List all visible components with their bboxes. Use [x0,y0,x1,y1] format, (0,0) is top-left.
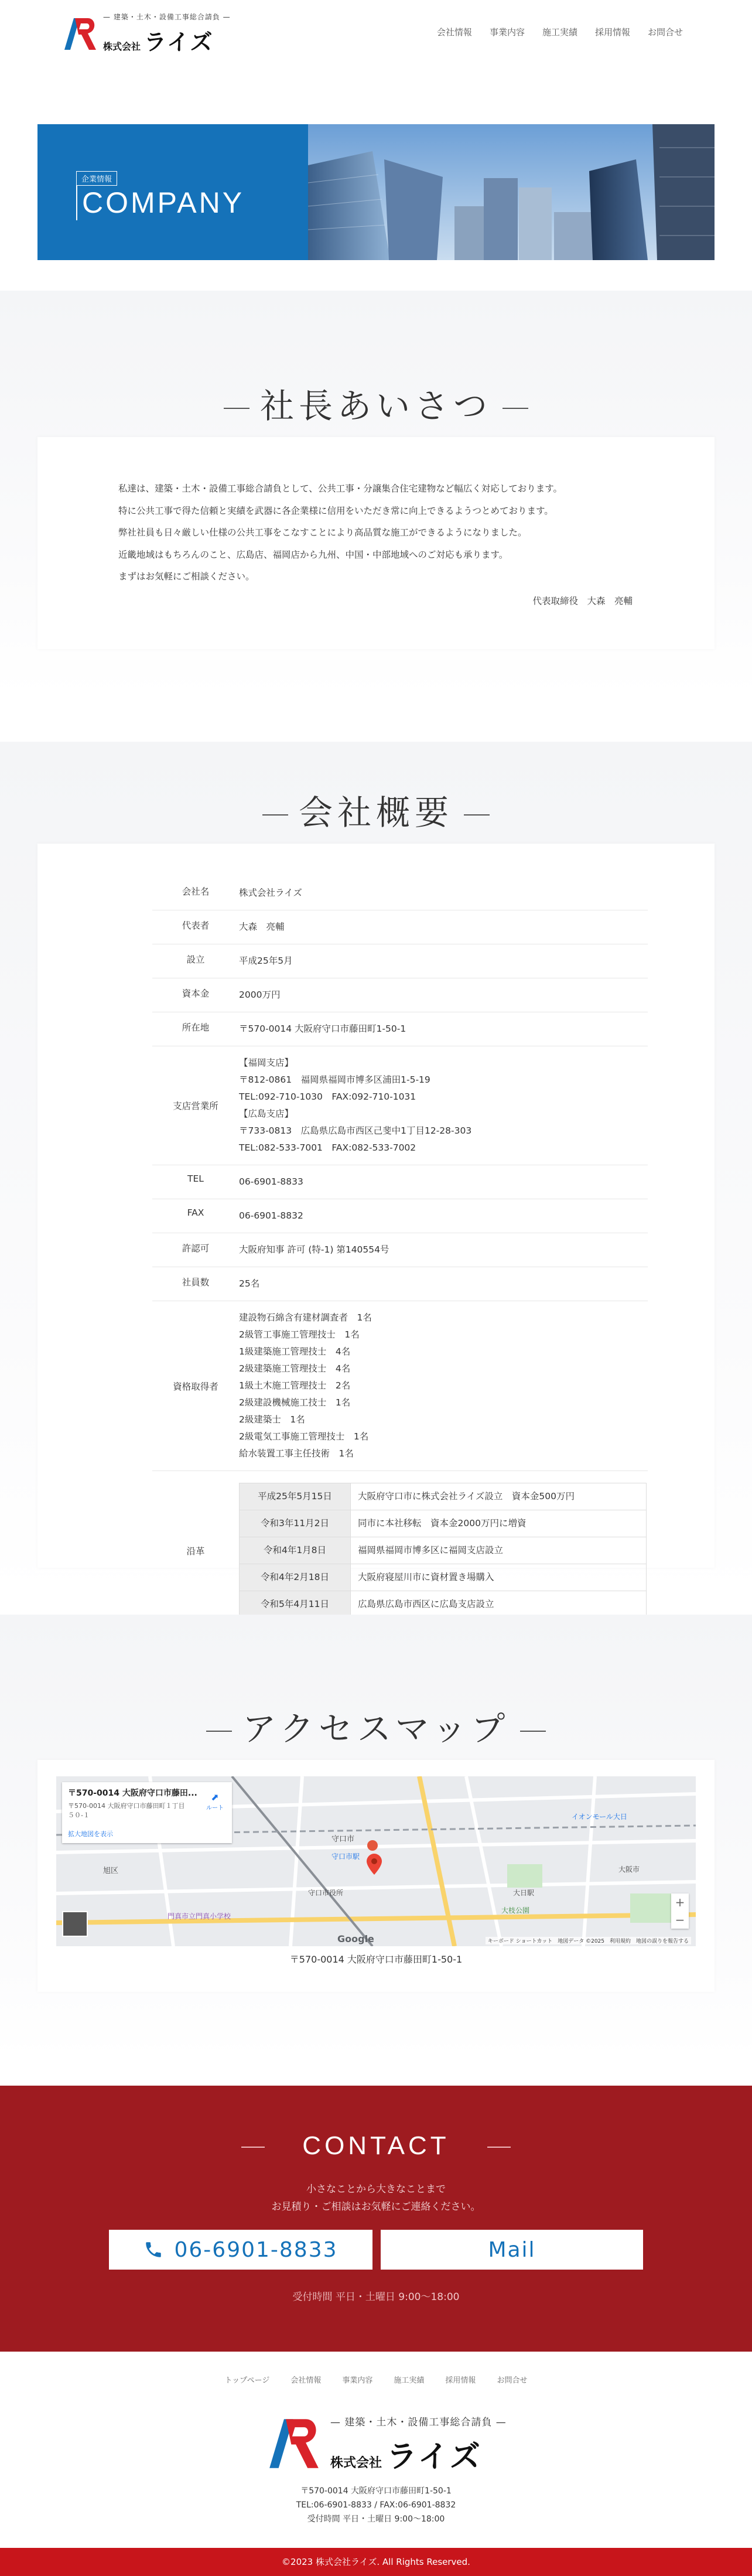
map-card-title: 〒570-0014 大阪府守口市藤田... [68,1789,197,1798]
overview-table [152,876,648,1630]
footer-logo[interactable] [265,2414,507,2476]
nav-contact[interactable]: お問合せ [647,27,683,37]
footer-nav-recruit[interactable]: 採用情報 [445,2376,476,2385]
footer-company-name: ライズ [387,2439,482,2475]
map-label: 大阪市 [618,1865,640,1874]
map-label: 大日駅 [513,1889,535,1897]
map-route-button[interactable]: ⬈ ルート [206,1792,224,1811]
table-row: 資格取得者 建設物石綿含有建材調査者 1名 2級管工事施工管理技士 1名 1級建築施工管理技士 4名 2級建築施工管理技士 4名 1級土木施工管理技士 2名 2級建設機械施工技士 1名 2級建築士 1名 2級電気工事施工管理技士 1名 給水装置工事主任技術 1名 [152,1301,648,1471]
map-google-logo: Google [337,1933,374,1944]
footer-company-prefix: 株式会社 [330,2456,382,2471]
tel-button[interactable] [109,2230,372,2270]
greeting-signature: 代表取締役 大森 亮輔 [532,596,633,606]
copyright-text: ©2023 株式会社ライズ. All Rights Reserved. [282,2557,470,2567]
nav-company[interactable]: 会社情報 [436,27,472,37]
map-card-address: 〒570-0014 大阪府守口市藤田町１丁目５０-１ [68,1802,185,1819]
logo-mark-icon [62,16,98,52]
table-row: 代表者 大森 亮輔 [152,910,648,944]
table-row: 沿革 平成25年5月15日 大阪府守口市に株式会社ライズ設立 資本金500万円 令和3年11月2日 同市に本社移転 資本金2000万円に増資 令和4年1月8日 福岡県福岡市博多区に福岡支店設立 令和4年2月18日 大阪府寝屋川市に資材置き場購入 令和5年4月11日 広島県広島市西区に広島支店設立 [152,1471,648,1630]
map-enlarge-link[interactable]: 拡大地図を表示 [68,1830,113,1838]
history-row: 平成25年5月15日 大阪府守口市に株式会社ライズ設立 資本金500万円 [240,1483,647,1510]
table-row: 資本金 2000万円 [152,978,648,1012]
hero-badge: 企業情報 [76,171,117,186]
map-label: 大枝公園 [501,1906,530,1915]
contact-title: CONTACT [0,2131,752,2161]
footer-nav [0,2374,752,2385]
route-arrow-icon: ⬈ [211,1792,219,1803]
access-card [37,1760,715,1992]
table-row: 所在地 〒570-0014 大阪府守口市藤田町1-50-1 [152,1012,648,1046]
table-row: TEL 06-6901-8833 [152,1165,648,1199]
mail-label: Mail [488,2237,536,2262]
logo-company-name: ライズ [144,29,214,55]
footer-nav-business[interactable]: 事業内容 [342,2376,373,2385]
footer-nav-top[interactable]: トップページ [224,2376,270,2385]
map-label: 門真市立門真小学校 [168,1912,231,1920]
greeting-card [37,437,715,649]
history-row: 令和4年2月18日 大阪府寝屋川市に資材置き場購入 [240,1564,647,1591]
phone-icon [143,2240,163,2260]
zoom-in-icon[interactable]: + [675,1895,685,1909]
greeting-body [37,437,715,588]
footer-logo-mark-icon [265,2415,323,2474]
greeting-line: 近畿地域はもちろんのこと、広島店、福岡店から九州、中国・中部地域へのご対応も承ります。 [118,549,508,560]
nav-recruit[interactable]: 採用情報 [594,27,630,37]
footer-nav-company[interactable]: 会社情報 [290,2376,322,2385]
map-layer-toggle[interactable] [62,1911,88,1937]
map-pin-icon [367,1854,382,1875]
map-label: イオンモール大日 [572,1813,627,1821]
greeting-title: 社長あいさつ [0,378,752,428]
greeting-line: 特に公共工事で得た信頼と実績を武器に各企業様に信用をいただき常に向上できるようつとめております。 [118,505,553,516]
footer-address: 〒570-0014 大阪府守口市藤田町1-50-1 [300,2486,452,2496]
history-row: 令和5年4月11日 広島県広島市西区に広島支店設立 [240,1591,647,1618]
hero-title: COMPANY [76,185,244,220]
map-label: 旭区 [103,1867,119,1875]
history-row: 令和4年1月8日 福岡県福岡市博多区に福岡支店設立 [240,1537,647,1564]
table-row: FAX 06-6901-8832 [152,1199,648,1233]
history-row: 令和3年11月2日 同市に本社移転 資本金2000万円に増資 [240,1510,647,1537]
table-row: 設立 平成25年5月 [152,944,648,978]
tel-number: 06-6901-8833 [174,2237,338,2262]
contact-subtitle: 小さなことから大きなことまで お見積り・ご相談はお気軽にご連絡ください。 [271,2183,481,2213]
hero-title-panel [37,124,308,260]
map-footer: キーボード ショートカット 地図データ ©2025 利用規約 地図の誤りを報告する [486,1937,691,1944]
overview-title: 会社概要 [0,785,752,834]
main-nav [437,26,683,38]
access-title: アクセスマップ [0,1701,752,1751]
greeting-line: 私達は、建築・土木・設備工事総合請負として、公共工事・分譲集合住宅建物など幅広く対応しております。 [118,483,562,494]
greeting-line: まずはお気軽にご相談ください。 [118,571,255,582]
footer-tagline: — 建築・土木・設備工事総合請負 — [330,2417,507,2428]
site-logo[interactable] [62,12,231,56]
hero-banner [37,124,715,260]
footer-info [0,2484,752,2526]
map-label: 守口市 [331,1835,355,1844]
table-row: 会社名 株式会社ライズ [152,876,648,910]
footer-hours: 受付時間 平日・土曜日 9:00〜18:00 [307,2514,445,2524]
map-label: 守口市駅 [331,1852,360,1861]
map-caption: 〒570-0014 大阪府守口市藤田町1-50-1 [289,1954,463,1965]
footer-nav-contact[interactable]: お問合せ [497,2376,528,2385]
logo-company-prefix: 株式会社 [103,41,141,52]
nav-works[interactable]: 施工実績 [542,27,577,37]
table-row: 許認可 大阪府知事 許可 (特-1) 第140554号 [152,1233,648,1267]
zoom-out-icon[interactable]: − [675,1913,685,1927]
footer-nav-works[interactable]: 施工実績 [394,2376,425,2385]
site-header [0,0,752,77]
footer-telfax: TEL:06-6901-8833 / FAX:06-6901-8832 [296,2500,456,2510]
table-row: 支店営業所 【福岡支店】 〒812-0861 福岡県福岡市博多区浦田1-5-19 TEL:092-710-1030 FAX:092-710-1031 【広島支店】 〒733-0813 広島県広島市西区己斐中1丁目12-28-303 TEL:082-533-7001 FAX:082-533-7002 [152,1046,648,1165]
nav-business[interactable]: 事業内容 [489,27,525,37]
greeting-line: 弊社社員も日々厳しい仕様の公共工事をこなすことにより高品質な施工ができるようになりました。 [118,527,527,538]
table-row: 社員数 25名 [152,1267,648,1301]
mail-button[interactable] [381,2230,643,2270]
contact-hours: 受付時間 平日・土曜日 9:00〜18:00 [292,2291,460,2303]
map-zoom-controls [671,1893,689,1929]
copyright-bar [0,2548,752,2576]
contact-section [0,2086,752,2352]
map-info-card [62,1782,232,1843]
logo-tagline: — 建築・土木・設備工事総合請負 — [103,13,231,21]
hero-buildings-image [308,124,715,260]
map-label: 守口市役所 [308,1889,344,1897]
overview-card [37,844,715,1609]
logo-text [103,12,231,56]
google-map[interactable] [56,1776,696,1946]
history-table [239,1483,647,1618]
